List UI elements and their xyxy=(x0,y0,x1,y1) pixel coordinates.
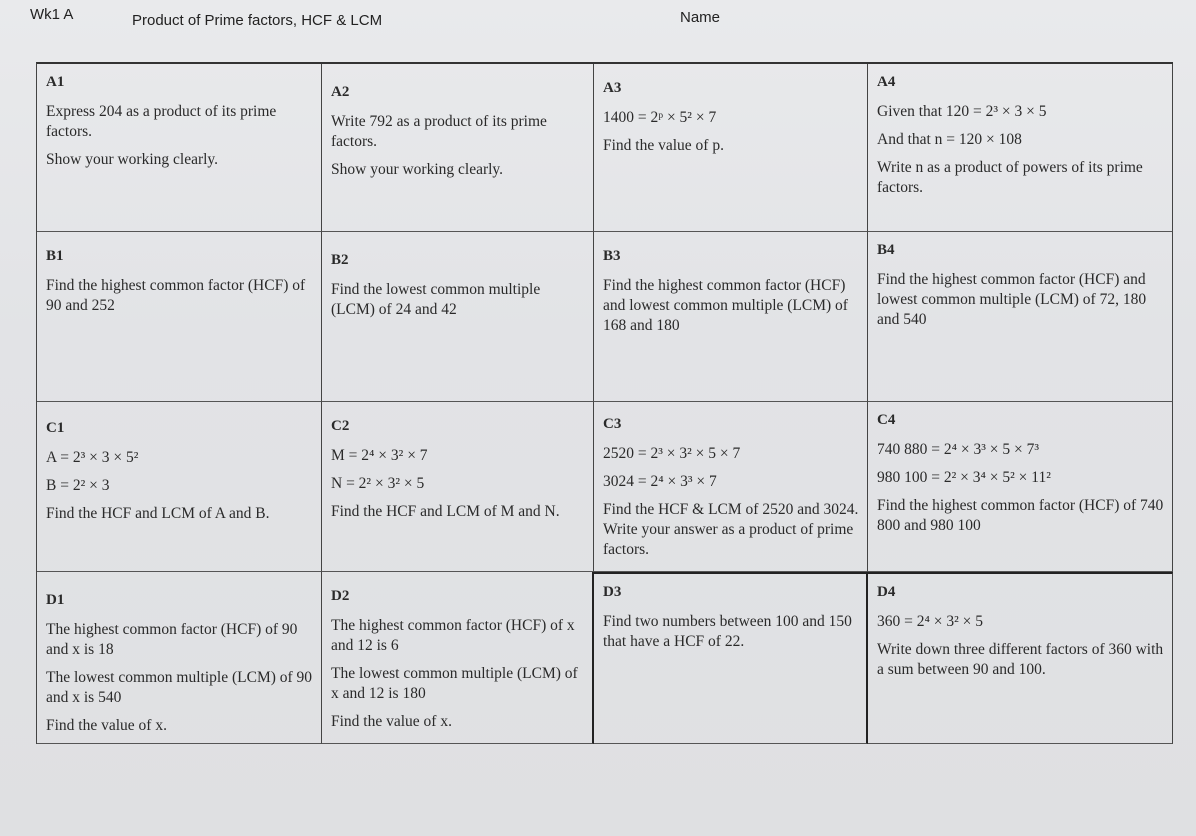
question-text: A = 2³ × 3 × 5² xyxy=(46,449,139,466)
question-cell-b1 xyxy=(37,232,322,402)
question-text: Find the value of p. xyxy=(603,137,724,154)
question-text: Find the highest common factor (HCF) of 740 800 and 980 100 xyxy=(877,497,1164,534)
question-label: A4 xyxy=(877,74,896,90)
question-label: B2 xyxy=(331,252,349,268)
question-text: Find the value of x. xyxy=(46,717,167,734)
worksheet-title: Product of Prime factors, HCF & LCM xyxy=(132,12,383,29)
question-text: Find the lowest common multiple (LCM) of 24 and 42 xyxy=(331,281,541,318)
question-cell-c2 xyxy=(322,402,594,572)
question-text: Find the HCF & LCM of 2520 and 3024. Write your answer as a product of prime factors. xyxy=(603,501,859,558)
question-text: 360 = 2⁴ × 3² × 5 xyxy=(877,613,984,630)
question-text: B = 2² × 3 xyxy=(46,477,110,494)
question-text: Find the HCF and LCM of M and N. xyxy=(331,503,560,520)
question-cell-a1 xyxy=(37,64,322,232)
question-cell-a4 xyxy=(868,64,1173,232)
question-text: And that n = 120 × 108 xyxy=(877,131,1022,148)
question-text: Find the highest common factor (HCF) and lowest common multiple (LCM) of 168 and 180 xyxy=(603,277,848,334)
question-text: Write n as a product of powers of its prime factors. xyxy=(877,159,1143,196)
question-label: B4 xyxy=(877,242,895,258)
worksheet-code: Wk1 A xyxy=(30,6,74,23)
question-cell-a3 xyxy=(594,64,868,232)
question-label: C1 xyxy=(46,420,65,436)
question-grid xyxy=(36,62,1173,744)
question-text: Find the highest common factor (HCF) and lowest common multiple (LCM) of 72, 180 and 540 xyxy=(877,271,1147,328)
question-label: C2 xyxy=(331,418,350,434)
question-cell-d3 xyxy=(594,572,868,744)
question-text: The lowest common multiple (LCM) of 90 and x is 540 xyxy=(46,669,313,706)
question-text: Write 792 as a product of its prime factors. xyxy=(331,113,547,150)
question-text: N = 2² × 3² × 5 xyxy=(331,475,425,492)
question-text: Find the HCF and LCM of A and B. xyxy=(46,505,270,522)
name-field-label: Name xyxy=(680,9,721,26)
question-label: D1 xyxy=(46,592,65,608)
question-label: B1 xyxy=(46,248,64,264)
question-text: 740 880 = 2⁴ × 3³ × 5 × 7³ xyxy=(877,441,1040,458)
question-label: C4 xyxy=(877,412,896,428)
question-text: The highest common factor (HCF) of x and 12 is 6 xyxy=(331,617,575,654)
question-text: Show your working clearly. xyxy=(46,151,219,168)
question-label: C3 xyxy=(603,416,622,432)
question-label: A1 xyxy=(46,74,65,90)
question-label: A2 xyxy=(331,84,350,100)
question-text: 1400 = 2ᵖ × 5² × 7 xyxy=(603,109,717,126)
question-cell-b3 xyxy=(594,232,868,402)
question-text: Write down three different factors of 360 with a sum between 90 and 100. xyxy=(877,641,1164,678)
question-cell-d2 xyxy=(322,572,594,744)
question-label: D3 xyxy=(603,584,622,600)
question-text: Find the value of x. xyxy=(331,713,452,730)
question-text: Given that 120 = 2³ × 3 × 5 xyxy=(877,103,1047,120)
question-cell-b2 xyxy=(322,232,594,402)
question-text: 2520 = 2³ × 3² × 5 × 7 xyxy=(603,445,741,462)
question-label: B3 xyxy=(603,248,621,264)
question-text: 980 100 = 2² × 3⁴ × 5² × 11² xyxy=(877,469,1051,486)
question-text: 3024 = 2⁴ × 3³ × 7 xyxy=(603,473,717,490)
question-cell-c4 xyxy=(868,402,1173,572)
question-label: A3 xyxy=(603,80,622,96)
question-text: M = 2⁴ × 3² × 7 xyxy=(331,447,428,464)
question-text: Show your working clearly. xyxy=(331,161,504,178)
question-text: The lowest common multiple (LCM) of x and 12 is 180 xyxy=(331,665,578,702)
question-label: D4 xyxy=(877,584,896,600)
question-text: The highest common factor (HCF) of 90 and x is 18 xyxy=(46,621,298,658)
question-text: Express 204 as a product of its prime factors. xyxy=(46,103,277,140)
question-text: Find two numbers between 100 and 150 that have a HCF of 22. xyxy=(603,613,852,650)
question-label: D2 xyxy=(331,588,350,604)
question-cell-c1 xyxy=(37,402,322,572)
question-cell-b4 xyxy=(868,232,1173,402)
question-cell-d4 xyxy=(868,572,1173,744)
question-cell-d1 xyxy=(37,572,322,744)
question-cell-c3 xyxy=(594,402,868,572)
question-text: Find the highest common factor (HCF) of 90 and 252 xyxy=(46,277,306,314)
question-cell-a2 xyxy=(322,64,594,232)
